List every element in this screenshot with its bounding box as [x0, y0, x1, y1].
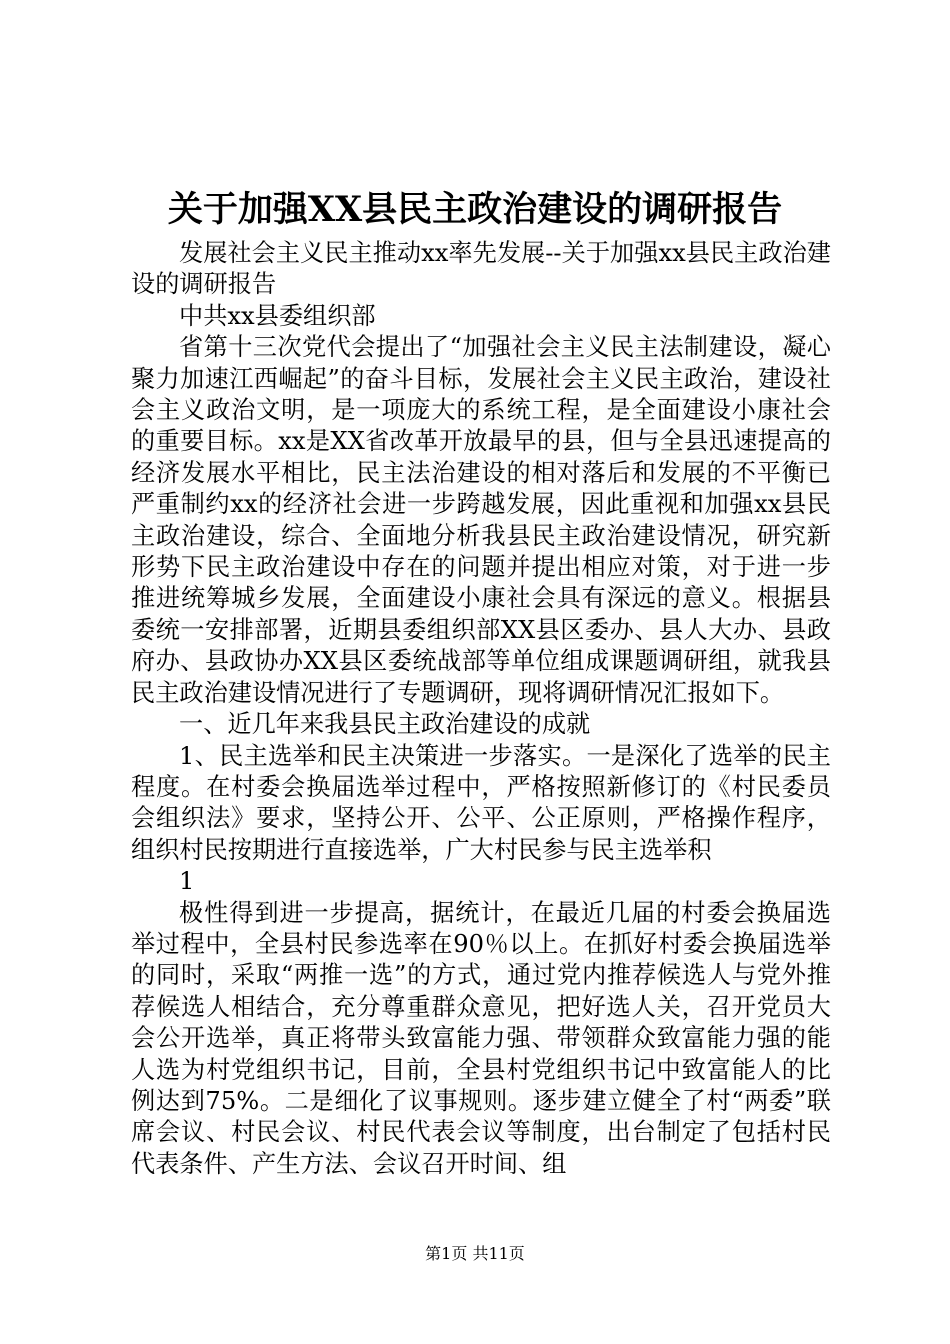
- section-heading: 一、近几年来我县民主政治建设的成就: [179, 710, 591, 739]
- author-paragraph: 中共xx县委组织部: [179, 301, 376, 330]
- document-body: [131, 238, 831, 1180]
- intro-paragraph: 省第十三次党代会提出了“加强社会主义民主法制建设，凝心聚力加速江西崛起”的奋斗目标，发展社会主义民主政治，建设社会主义政治文明，是一项庞大的系统工程，是全面建设小康社会的重要目标。xx是XX省改革开放最早的县，但与全县迅速提高的经济发展水平相比，民主法治建设的相对落后和发展的不平衡已严重制约xx的经济社会进一步跨越发展，因此重视和加强xx县民主政治建设，综合、全面地分析我县民主政治建设情况，研究新形势下民主政治建设中存在的问题并提出相应对策，对于进一步推进统筹城乡发展，全面建设小康社会具有深远的意义。根据县委统一安排部署，近期县委组织部XX县区委办、县人大办、县政府办、县政协办XX县区委统战部等单位组成课题调研组，就我县民主政治建设情况进行了专题调研，现将调研情况汇报如下。: [131, 333, 831, 707]
- page-footer: 第1页 共11页: [425, 1244, 525, 1263]
- body-paragraph: 1、民主选举和民主决策进一步落实。一是深化了选举的民主程度。在村委会换届选举过程中，严格按照新修订的《村民委员会组织法》要求，坚持公开、公平、公正原则，严格操作程序，组织村民按期进行直接选举，广大村民参与民主选举积: [131, 741, 831, 864]
- body-paragraph: 极性得到进一步提高，据统计，在最近几届的村委会换届选举过程中，全县村民参选率在90％以上。在抓好村委会换届选举的同时，采取“两推一选”的方式，通过党内推荐候选人与党外推荐候选人相结合，充分尊重群众意见，把好选人关，召开党员大会公开选举，真正将带头致富能力强、带领群众致富能力强的能人选为村党组织书记，目前，全县村党组织书记中致富能人的比例达到75%。二是细化了议事规则。逐步建立健全了村“两委”联席会议、村民会议、村民代表会议等制度，出台制定了包括村民代表条件、产生方法、会议召开时间、组: [131, 898, 831, 1178]
- document-title: 关于加强XX县民主政治建设的调研报告: [167, 189, 783, 230]
- subtitle-paragraph: 发展社会主义民主推动xx率先发展--关于加强xx县民主政治建设的调研报告: [131, 239, 831, 299]
- inline-page-number: 1: [179, 867, 195, 896]
